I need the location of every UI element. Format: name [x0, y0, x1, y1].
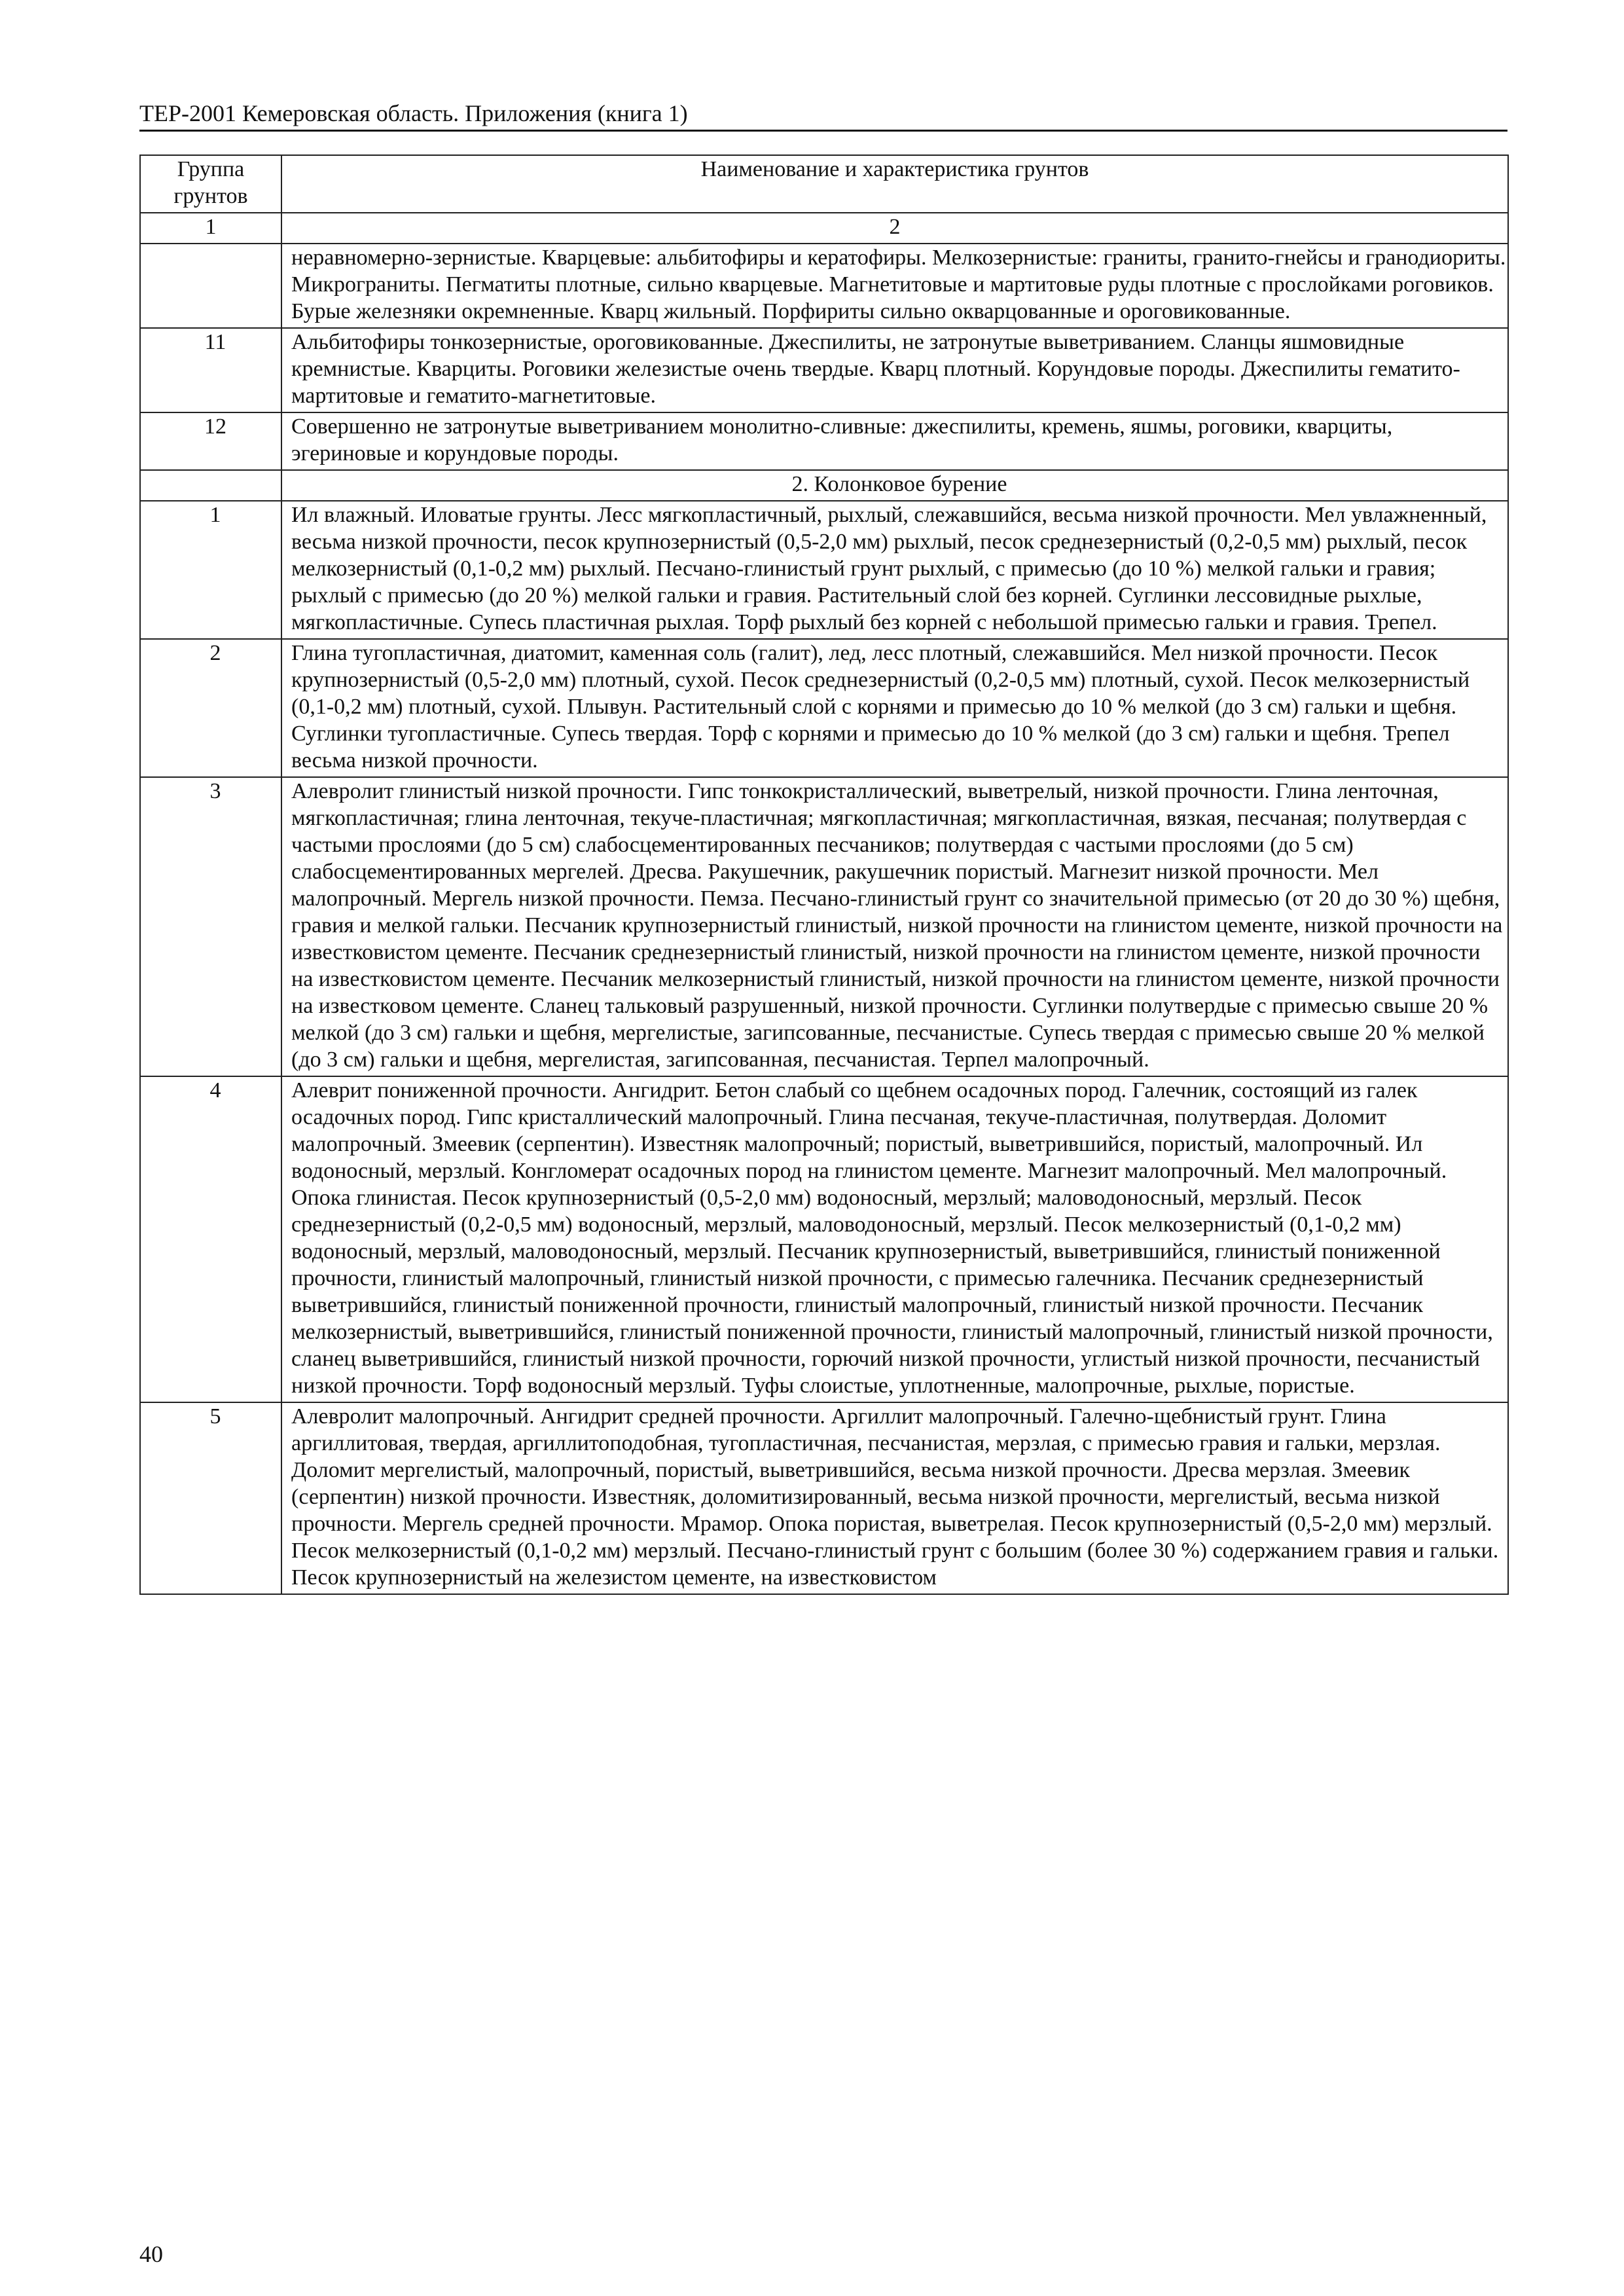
description-cell: Совершенно не затронутые выветриванием монолитно-сливные: джеспилиты, кремень, яшмы, роговики, кварциты, эгериновые и корундовые породы. — [281, 412, 1508, 470]
section-row — [140, 470, 1508, 501]
description-cell: Алевролит глинистый низкой прочности. Гипс тонкокристаллический, выветрелый, низкой прочности. Глина ленточная, мягкопластичная; глина ленточная, текуче-пластичная; мягкопластичная; мягкопластичная, вязкая, песчаная; полутвердая с частыми прослоями (до 5 см) слабосцементированных песчаников; полутвердая с частыми прослоями (до 5 см) слабосцементированных мергелей. Дресва. Ракушечник, ракушечник пористый. Магнезит низкой прочности. Мел малопрочный. Мергель низкой прочности. Пемза. Песчано-глинистый грунт со значительной примесью (от 20 до 30 %) щебня, гравия и мелкой гальки. Песчаник крупнозернистый глинистый, низкой прочности на глинистом цементе, низкой прочности на известковистом цементе. Песчаник среднезернистый глинистый, низкой прочности на глинистом цементе, низкой прочности на известковистом цементе. Песчаник мелкозернистый глинистый, низкой прочности на глинистом цементе, низкой прочности на известковом цементе. Сланец тальковый разрушенный, низкой прочности. Суглинки полутвердые с примесью свыше 20 % мелкой (до 3 см) гальки и щебня, мергелистые, загипсованные, песчанистые. Супесь твердая с примесью свыше 20 % мелкой (до 3 см) гальки и щебня, мергелистая, загипсованная, песчанистая. Терпел малопрочный. — [281, 777, 1508, 1076]
table-row — [140, 501, 1508, 639]
table-row — [140, 639, 1508, 777]
group-cell: 1 — [140, 501, 281, 639]
col-number-1: 1 — [140, 213, 281, 244]
description-cell: Алевролит малопрочный. Ангидрит средней прочности. Аргиллит малопрочный. Галечно-щебнистый грунт. Глина аргиллитовая, твердая, аргиллитоподобная, тугопластичная, песчанистая, мерзлая, с примесью гравия и гальки, мерзлая. Доломит мергелистый, малопрочный, пористый, выветрившийся, весьма низкой прочности. Дресва мерзлая. Змеевик (серпентин) низкой прочности. Известняк, доломитизированный, весьма низкой прочности, мергелистый, весьма низкой прочности. Мергель средней прочности. Мрамор. Опока пористая, выветрелая. Песок крупнозернистый (0,5-2,0 мм) мерзлый. Песок мелкозернистый (0,1-0,2 мм) мерзлый. Песчано-глинистый грунт с большим (более 30 %) содержанием гравия и гальки. Песок крупнозернистый на железистом цементе, на известковистом — [281, 1402, 1508, 1594]
description-cell: Ил влажный. Иловатые грунты. Лесс мягкопластичный, рыхлый, слежавшийся, весьма низкой прочности. Мел увлажненный, весьма низкой прочности, песок крупнозернистый (0,5-2,0 мм) рыхлый, песок среднезернистый (0,2-0,5 мм) рыхлый, песок мелкозернистый (0,1-0,2 мм) рыхлый. Песчано-глинистый грунт рыхлый, с примесью (до 10 %) мелкой гальки и гравия; рыхлый с примесью (до 20 %) мелкой гальки и гравия. Растительный слой без корней. Суглинки лессовидные рыхлые, мягкопластичные. Супесь пластичная рыхлая. Торф рыхлый без корней с небольшой примесью гальки и гравия. Трепел. — [281, 501, 1508, 639]
group-cell: 5 — [140, 1402, 281, 1594]
table-row — [140, 777, 1508, 1076]
table-row — [140, 244, 1508, 328]
col-header-group: Группа грунтов — [140, 155, 281, 213]
table-header-row — [140, 155, 1508, 213]
col-header-description: Наименование и характеристика грунтов — [281, 155, 1508, 213]
group-cell — [140, 470, 281, 501]
group-cell: 11 — [140, 328, 281, 412]
description-cell: Алеврит пониженной прочности. Ангидрит. Бетон слабый со щебнем осадочных пород. Галечник, состоящий из галек осадочных пород. Гипс кристаллический малопрочный. Глина песчаная, текуче-пластичная, полутвердая. Доломит малопрочный. Змеевик (серпентин). Известняк малопрочный; пористый, выветрившийся, пористый, малопрочный. Ил водоносный, мерзлый. Конгломерат осадочных пород на глинистом цементе. Магнезит малопрочный. Мел малопрочный. Опока глинистая. Песок крупнозернистый (0,5-2,0 мм) водоносный, мерзлый; маловодоносный, мерзлый. Песок среднезернистый (0,2-0,5 мм) водоносный, мерзлый, маловодоносный, мерзлый. Песок мелкозернистый (0,1-0,2 мм) водоносный, мерзлый, маловодоносный, мерзлый. Песчаник крупнозернистый, выветрившийся, глинистый пониженной прочности, глинистый малопрочный, глинистый низкой прочности, с примесью галечника. Песчаник среднезернистый выветрившийся, глинистый пониженной прочности, глинистый малопрочный, глинистый низкой прочности. Песчаник мелкозернистый, выветрившийся, глинистый пониженной прочности, глинистый малопрочный, глинистый низкой прочности, сланец выветрившийся, глинистый низкой прочности, горючий низкой прочности, углистый низкой прочности, песчанистый низкой прочности. Торф водоносный мерзлый. Туфы слоистые, уплотненные, малопрочные, рыхлые, пористые. — [281, 1076, 1508, 1402]
running-header: ТЕР-2001 Кемеровская область. Приложения (книга 1) — [139, 100, 688, 126]
group-cell: 3 — [140, 777, 281, 1076]
soil-groups-table — [139, 155, 1509, 1595]
group-cell: 4 — [140, 1076, 281, 1402]
section-heading: 2. Колонковое бурение — [281, 470, 1508, 501]
table-row — [140, 1402, 1508, 1594]
group-cell — [140, 244, 281, 328]
page-number: 40 — [139, 2241, 163, 2267]
group-cell: 12 — [140, 412, 281, 470]
table-body — [140, 244, 1508, 1594]
description-cell: Альбитофиры тонкозернистые, ороговикованные. Джеспилиты, не затронутые выветриванием. Сланцы яшмовидные кремнистые. Кварциты. Роговики железистые очень твердые. Кварц плотный. Корундовые породы. Джеспилиты гематито-мартитовые и гематито-магнетитовые. — [281, 328, 1508, 412]
group-cell: 2 — [140, 639, 281, 777]
column-number-row — [140, 213, 1508, 244]
col-number-2: 2 — [281, 213, 1508, 244]
header-rule — [139, 130, 1507, 132]
table-row — [140, 328, 1508, 412]
table-row — [140, 412, 1508, 470]
description-cell: Глина тугопластичная, диатомит, каменная соль (галит), лед, лесс плотный, слежавшийся. Мел низкой прочности. Песок крупнозернистый (0,5-2,0 мм) плотный, сухой. Песок среднезернистый (0,2-0,5 мм) плотный, сухой. Песок мелкозернистый (0,1-0,2 мм) плотный, сухой. Плывун. Растительный слой с корнями и примесью до 10 % мелкой (до 3 см) гальки и щебня. Суглинки тугопластичные. Супесь твердая. Торф с корнями и примесью до 10 % мелкой (до 3 см) гальки и щебня. Трепел весьма низкой прочности. — [281, 639, 1508, 777]
table-row — [140, 1076, 1508, 1402]
description-cell: неравномерно-зернистые. Кварцевые: альбитофиры и кератофиры. Мелкозернистые: граниты, гранито-гнейсы и гранодиориты. Микрограниты. Пегматиты плотные, сильно кварцевые. Магнетитовые и мартитовые руды плотные с прослойками роговиков. Бурые железняки окремненные. Кварц жильный. Порфириты сильно окварцованные и ороговикованные. — [281, 244, 1508, 328]
